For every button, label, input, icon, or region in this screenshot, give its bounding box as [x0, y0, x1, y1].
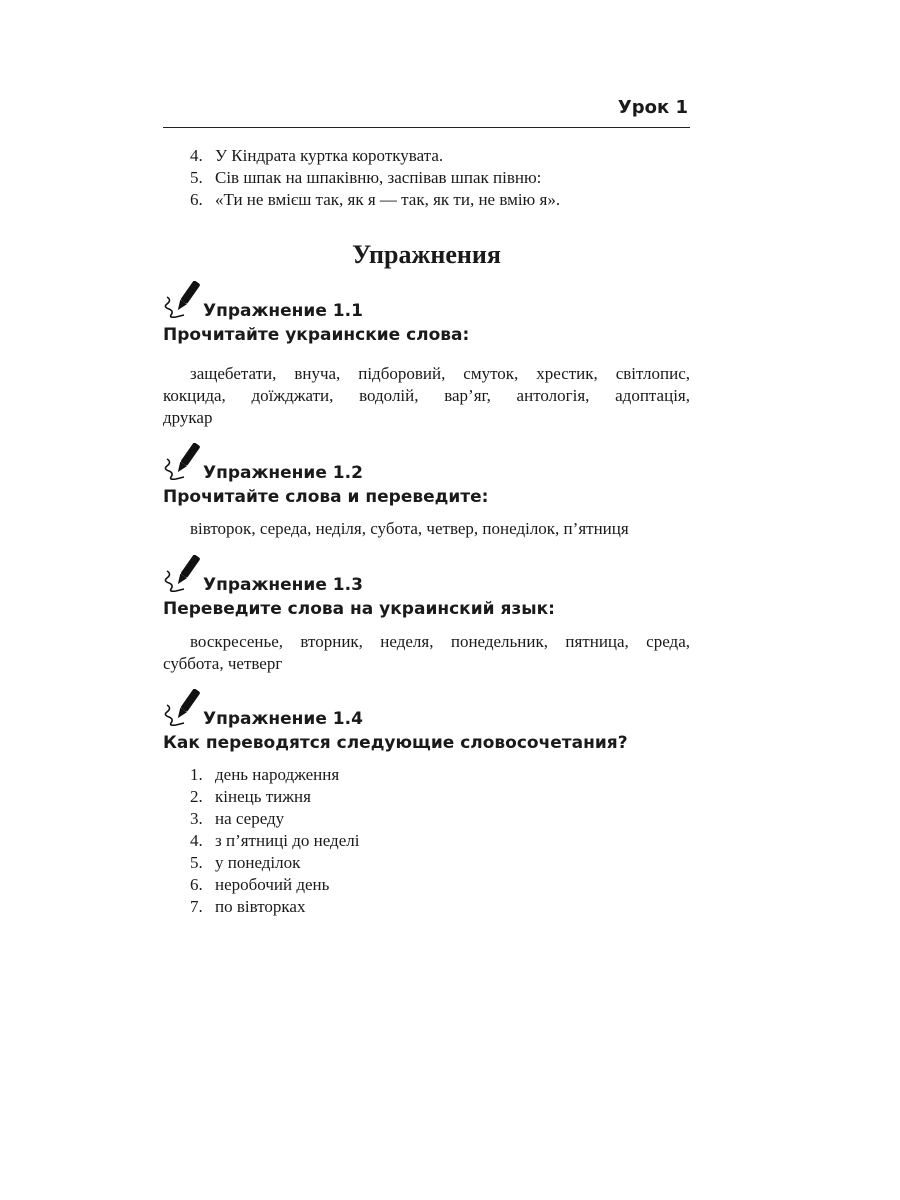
list-item: 7. по вівторках	[190, 897, 306, 916]
exercise-task: Прочитайте слова и переведите:	[163, 487, 489, 507]
list-item: 6. «Ти не вмієш так, як я — так, як ти, не вмію я».	[190, 190, 561, 209]
exercise-title: Упражнение 1.1	[203, 301, 363, 321]
lesson-header: Урок 1	[617, 97, 688, 118]
pen-writing-icon	[163, 281, 201, 319]
exercise-task: Переведите слова на украинский язык:	[163, 599, 555, 619]
pen-writing-icon	[163, 689, 201, 727]
pen-writing-icon	[163, 555, 201, 593]
list-item: 1. день народження	[190, 765, 340, 784]
exercise-title: Упражнение 1.2	[203, 463, 363, 483]
pen-writing-icon	[163, 443, 201, 481]
list-item: 4. з п’ятниці до неделі	[190, 831, 360, 850]
exercise-title: Упражнение 1.3	[203, 575, 363, 595]
exercise-1-3-words: воскресенье, вторник, неделя, понедельник, пятница, среда, суббота, четверг	[163, 632, 690, 673]
exercise-1-2-words: вівторок, середа, неділя, субота, четвер, понеділок, п’ятниця	[190, 519, 629, 538]
intro-list	[190, 145, 560, 211]
list-item: 2. кінець тижня	[190, 787, 311, 806]
list-item: 4. У Кіндрата куртка короткувата.	[190, 146, 444, 165]
list-item: 6. неробочий день	[190, 875, 330, 894]
exercise-task: Как переводятся следующие словосочетания?	[163, 733, 628, 753]
exercise-1-1-words: защебетати, внуча, підборовий, смуток, хрестик, світлопис, кокцида, доїжджати, водолій, вар’яг, антологія, адоптація, друкар	[163, 364, 690, 427]
exercise-1-4-list	[190, 764, 359, 918]
exercise-task: Прочитайте украинские слова:	[163, 325, 470, 345]
list-item: 5. Сів шпак на шпаківню, заспівав шпак півню:	[190, 168, 542, 187]
list-item: 3. на середу	[190, 809, 285, 828]
header-divider	[163, 127, 690, 128]
list-item: 5. у понеділок	[190, 853, 301, 872]
exercise-title: Упражнение 1.4	[203, 709, 363, 729]
section-title: Упражнения	[352, 240, 501, 269]
